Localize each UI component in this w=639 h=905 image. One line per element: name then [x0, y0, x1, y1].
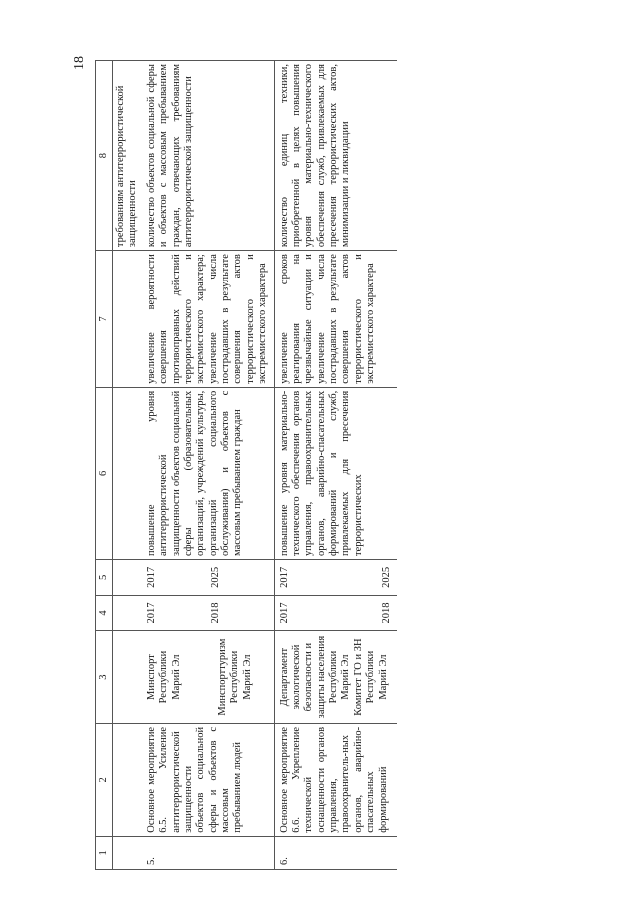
executor-1: Минспорт Республики Марий Эл — [145, 650, 182, 704]
executor-2: Минспорттуризм Республики Марий Эл — [216, 638, 253, 716]
indicators: количество объектов социальной сферы и объектов с массовым пребыванием граждан, отвечающих требованиям антитеррористической защищенности — [142, 61, 274, 251]
start-year-2: 2018 — [210, 602, 222, 624]
start-year-2: 2018 — [380, 602, 392, 624]
header-col-1: 1 — [96, 836, 113, 869]
row-number: 6. — [274, 836, 397, 869]
executor-2: Комитет ГО и ЗН Республики Марий Эл — [352, 638, 389, 716]
event-name: Основное мероприятие 6.6. Укрепление технической оснащенности органов управления, правоохранитель-ных органов, аварийно-спасательных формирований — [274, 723, 397, 836]
end-year-2: 2025 — [210, 566, 222, 588]
table-row — [142, 61, 274, 870]
header-col-8: 8 — [96, 61, 113, 251]
continuation-indicator: требованиям антитеррористической защищенности — [113, 61, 142, 251]
end-years — [142, 560, 274, 596]
header-row — [96, 61, 113, 870]
header-col-4: 4 — [96, 595, 113, 631]
header-col-3: 3 — [96, 631, 113, 724]
header-col-2: 2 — [96, 723, 113, 836]
header-col-7: 7 — [96, 251, 113, 388]
header-col-5: 5 — [96, 560, 113, 596]
continuation-row — [113, 61, 142, 870]
start-years — [142, 595, 274, 631]
executors — [142, 631, 274, 724]
table-row — [274, 61, 397, 870]
indicators: количество единиц техники, приобретенной в целях повышения уровня материально-технического обеспечения служб, привлекаемых для пресечения террористических актов, минимизации и ликвидации — [274, 61, 397, 251]
expected-result: повышение уровня материально-технического обеспечения органов управления, правоохранительных органов, аварийно-спасательных формирований и служб, привлекаемых для пресечения террористических — [274, 387, 397, 559]
consequences: увеличение вероятности совершения противоправных действий террористического и экстремистского характера; увеличение числа пострадавших в результате совершения актов террористического и экстремистского характера — [142, 251, 274, 388]
start-year-1: 2017 — [145, 602, 157, 624]
row-number: 5. — [142, 836, 274, 869]
program-table — [95, 60, 397, 870]
expected-result: повышение уровня антитеррористической защищенности объектов социальной сферы (образовательных организаций, учреждений культуры, организаций социального обслуживания) и объектов с массовым пребыванием граждан — [142, 387, 274, 559]
end-year-1: 2017 — [278, 566, 290, 588]
end-year-2: 2025 — [380, 566, 392, 588]
consequences: увеличение сроков реагирования на чрезвычайные ситуации и увеличение числа пострадавших в результате совершения актов террористического и экстремистского характера — [274, 251, 397, 388]
start-years — [274, 595, 397, 631]
end-year-1: 2017 — [145, 566, 157, 588]
executor-1: Департамент экологической безопасности и защиты населения Республики Марий Эл — [278, 635, 352, 719]
rotated-table-container — [95, 60, 535, 870]
end-years — [274, 560, 397, 596]
header-col-6: 6 — [96, 387, 113, 559]
start-year-1: 2017 — [278, 602, 290, 624]
event-name: Основное мероприятие 6.5. Усиление антитеррористической защищенности объектов социальной сферы и объектов с массовым пребыванием людей — [142, 723, 274, 836]
executors — [274, 631, 397, 724]
page-number: 18 — [72, 56, 87, 70]
